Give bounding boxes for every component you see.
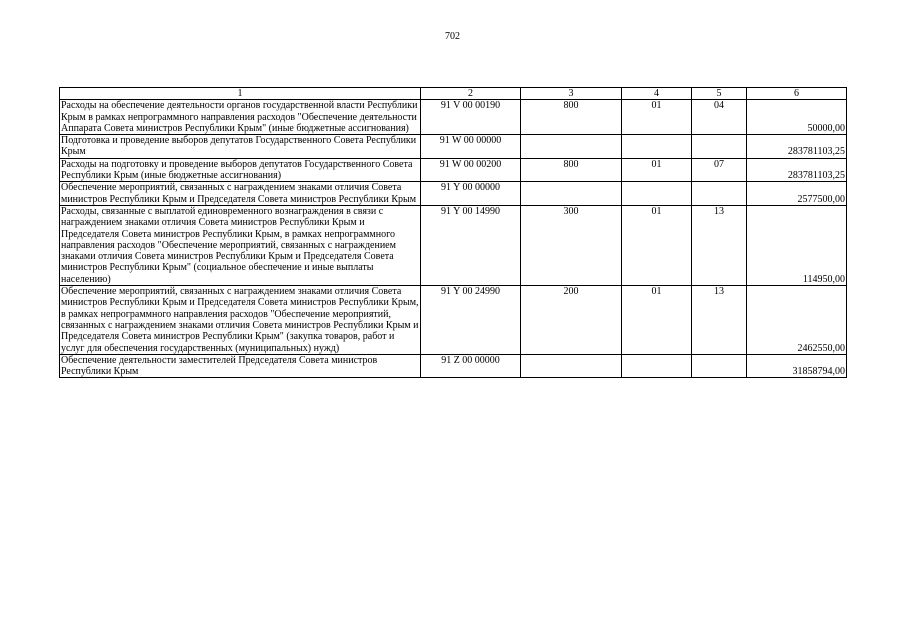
- budget-table: [59, 87, 847, 378]
- row-section: 01: [622, 158, 692, 182]
- table-row: [60, 182, 847, 206]
- page-number: 702: [445, 31, 460, 42]
- row-name: Подготовка и проведение выборов депутатов Государственного Совета Республики Крым: [60, 135, 421, 159]
- column-header: 1: [60, 88, 421, 100]
- row-expense-type: 300: [521, 205, 622, 285]
- row-amount: 50000,00: [747, 100, 847, 135]
- row-amount: 2577500,00: [747, 182, 847, 206]
- row-section: 01: [622, 286, 692, 355]
- table-row: [60, 205, 847, 285]
- row-amount: 2462550,00: [747, 286, 847, 355]
- row-amount: 283781103,25: [747, 158, 847, 182]
- row-section: [622, 182, 692, 206]
- row-name: Расходы на подготовку и проведение выборов депутатов Государственного Совета Республики Крым (иные бюджетные ассигнования): [60, 158, 421, 182]
- table-row: [60, 354, 847, 378]
- row-expense-type: 800: [521, 158, 622, 182]
- row-expense-type: [521, 182, 622, 206]
- table-header-row: [60, 88, 847, 100]
- row-subsection: 07: [692, 158, 747, 182]
- row-section: 01: [622, 100, 692, 135]
- row-section: 01: [622, 205, 692, 285]
- row-name: Расходы, связанные с выплатой единовременного вознаграждения в связи с награждением знаками отличия Совета министров Республики Крым и Председателя Совета министров Республики Крым, в рамках непрограммного направления расходов "Обеспечение мероприятий, связанных с награждением знаками отличия Совета министров Республики Крым и Председателя Совета министров Республики Крым" (социальное обеспечение и иные выплаты населению): [60, 205, 421, 285]
- row-amount: 283781103,25: [747, 135, 847, 159]
- column-header: 2: [421, 88, 521, 100]
- row-expense-type: [521, 354, 622, 378]
- row-section: [622, 354, 692, 378]
- row-target-code: 91 Y 00 24990: [421, 286, 521, 355]
- row-target-code: 91 Y 00 00000: [421, 182, 521, 206]
- row-expense-type: [521, 135, 622, 159]
- row-target-code: 91 V 00 00190: [421, 100, 521, 135]
- table-row: [60, 286, 847, 355]
- row-subsection: 04: [692, 100, 747, 135]
- row-name: Обеспечение мероприятий, связанных с награждением знаками отличия Совета министров Республики Крым и Председателя Совета министров Республики Крым, в рамках непрограммного направления расходов "Обеспечение мероприятий, связанных с награждением знаками отличия Совета министров Республики Крым и Председателя Совета министров Республики Крым" (закупка товаров, работ и услуг для обеспечения государственных (муниципальных) нужд): [61, 286, 419, 354]
- row-subsection: 13: [692, 286, 747, 355]
- row-amount: 31858794,00: [747, 354, 847, 378]
- row-target-code: 91 Y 00 14990: [421, 205, 521, 285]
- row-subsection: 13: [692, 205, 747, 285]
- table-row: [60, 100, 847, 135]
- column-header: 3: [521, 88, 622, 100]
- row-name: Обеспечение деятельности заместителей Председателя Совета министров Республики Крым: [60, 354, 421, 378]
- row-amount: 114950,00: [747, 205, 847, 285]
- row-subsection: [692, 354, 747, 378]
- column-header: 4: [622, 88, 692, 100]
- row-expense-type: 800: [521, 100, 622, 135]
- row-target-code: 91 Z 00 00000: [421, 354, 521, 378]
- row-target-code: 91 W 00 00200: [421, 158, 521, 182]
- table-row: [60, 158, 847, 182]
- column-header: 5: [692, 88, 747, 100]
- row-subsection: [692, 182, 747, 206]
- row-name: Расходы на обеспечение деятельности органов государственной власти Республики Крым в рамках непрограммного направления расходов "Обеспечение деятельности Аппарата Совета министров Республики Крым" (иные бюджетные ассигнования): [60, 100, 421, 135]
- row-name: Обеспечение мероприятий, связанных с награждением знаками отличия Совета министров Республики Крым и Председателя Совета министров Республики Крым: [60, 182, 421, 206]
- row-target-code: 91 W 00 00000: [421, 135, 521, 159]
- table-row: [60, 135, 847, 159]
- row-expense-type: 200: [521, 286, 622, 355]
- row-subsection: [692, 135, 747, 159]
- column-header: 6: [747, 88, 847, 100]
- row-section: [622, 135, 692, 159]
